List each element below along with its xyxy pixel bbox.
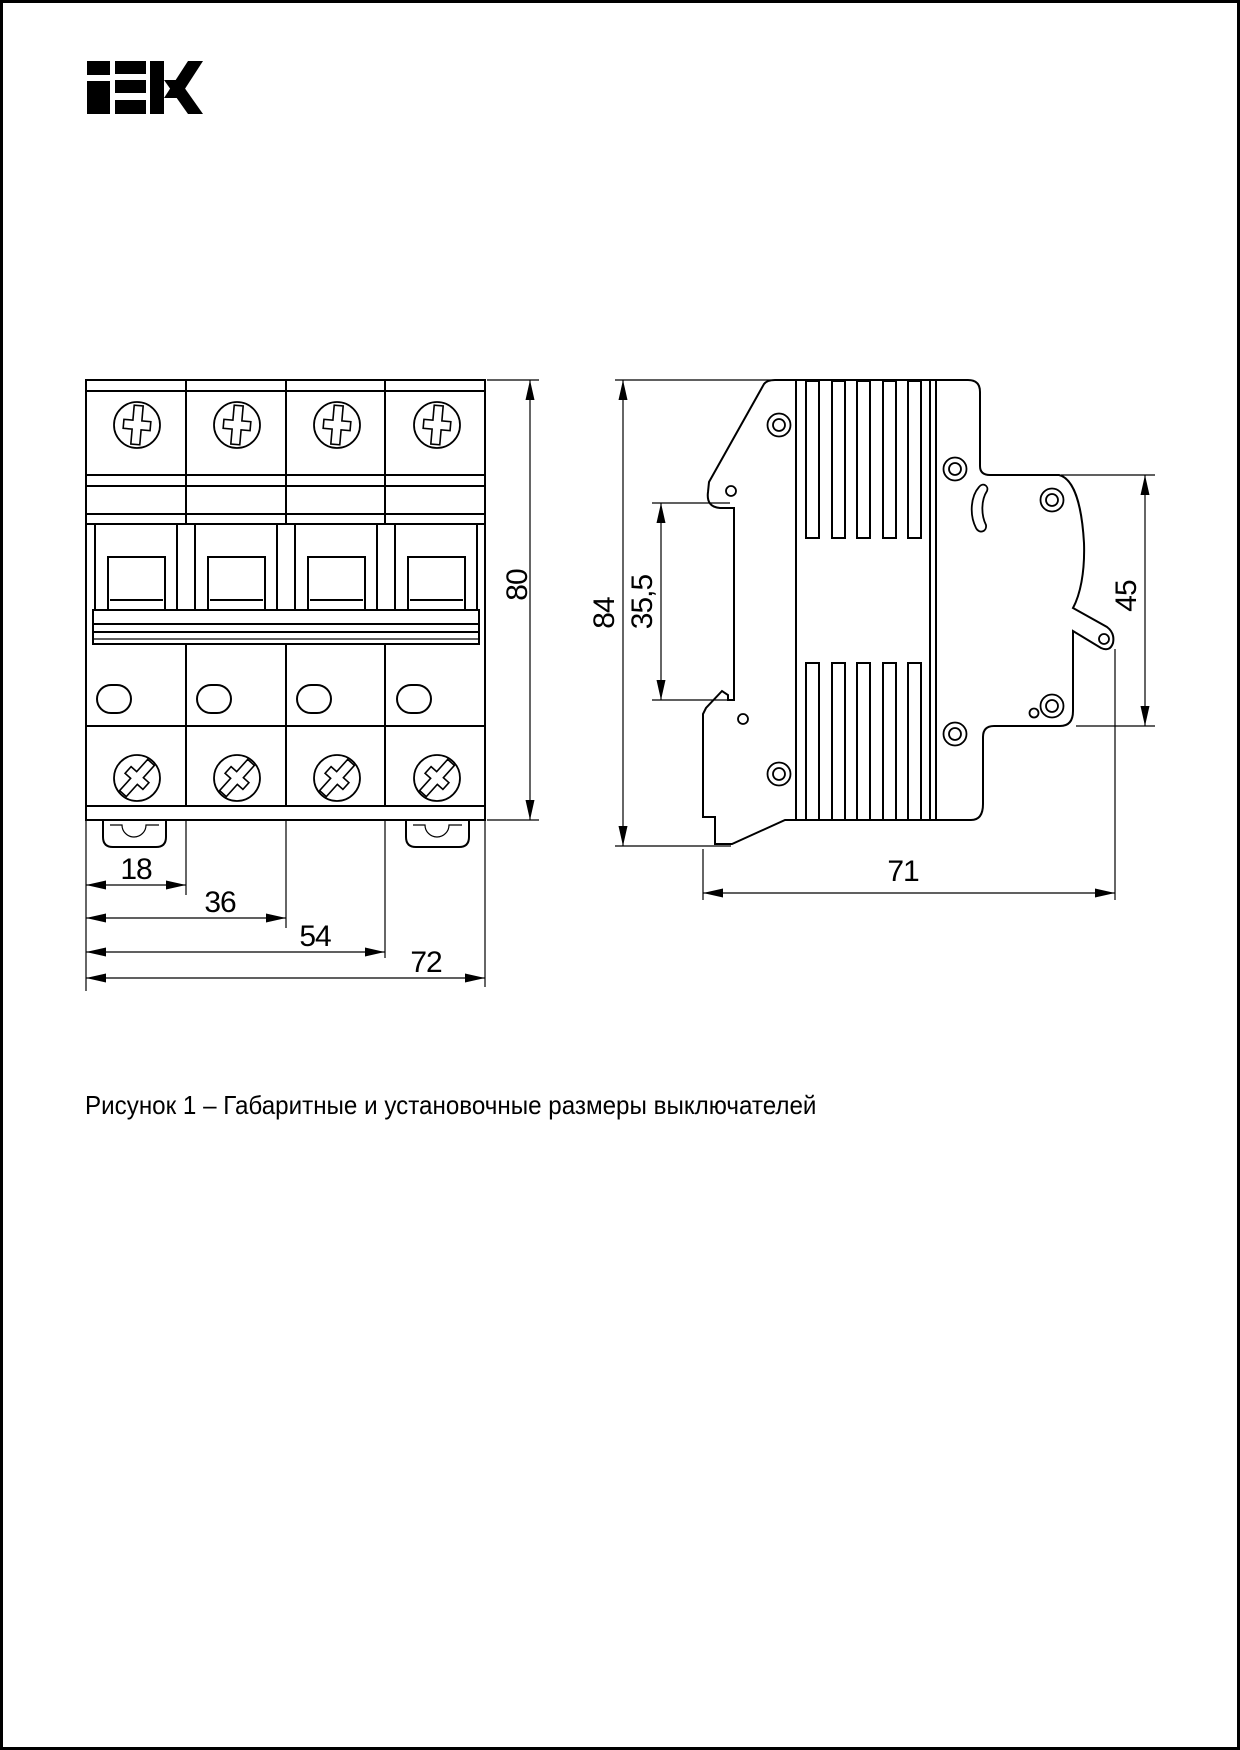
dim-18-label: 18 — [120, 853, 152, 886]
dim-recess-35-5 — [626, 503, 730, 700]
dim-36-label: 36 — [204, 886, 236, 919]
dim-width-18 — [86, 853, 186, 890]
technical-drawing — [3, 3, 1240, 1063]
dim-80-label: 80 — [501, 569, 534, 601]
front-view — [86, 380, 485, 847]
handle-tie-bar — [93, 610, 479, 644]
dim-width-54 — [86, 920, 385, 957]
figure-caption-text: Рисунок 1 – Габаритные и установочные размеры выключателей — [85, 1090, 817, 1120]
dim-35-5-label: 35,5 — [626, 574, 659, 630]
figure-caption — [85, 1090, 871, 1121]
din-clip — [103, 820, 166, 847]
dim-72-label: 72 — [410, 946, 442, 979]
side-view — [703, 380, 1113, 844]
dim-84-label: 84 — [588, 597, 621, 629]
din-clip — [406, 820, 469, 847]
dim-54-label: 54 — [299, 920, 331, 953]
dim-71-label: 71 — [887, 855, 919, 888]
dim-45-label: 45 — [1110, 580, 1143, 612]
dim-height-80 — [501, 380, 535, 820]
